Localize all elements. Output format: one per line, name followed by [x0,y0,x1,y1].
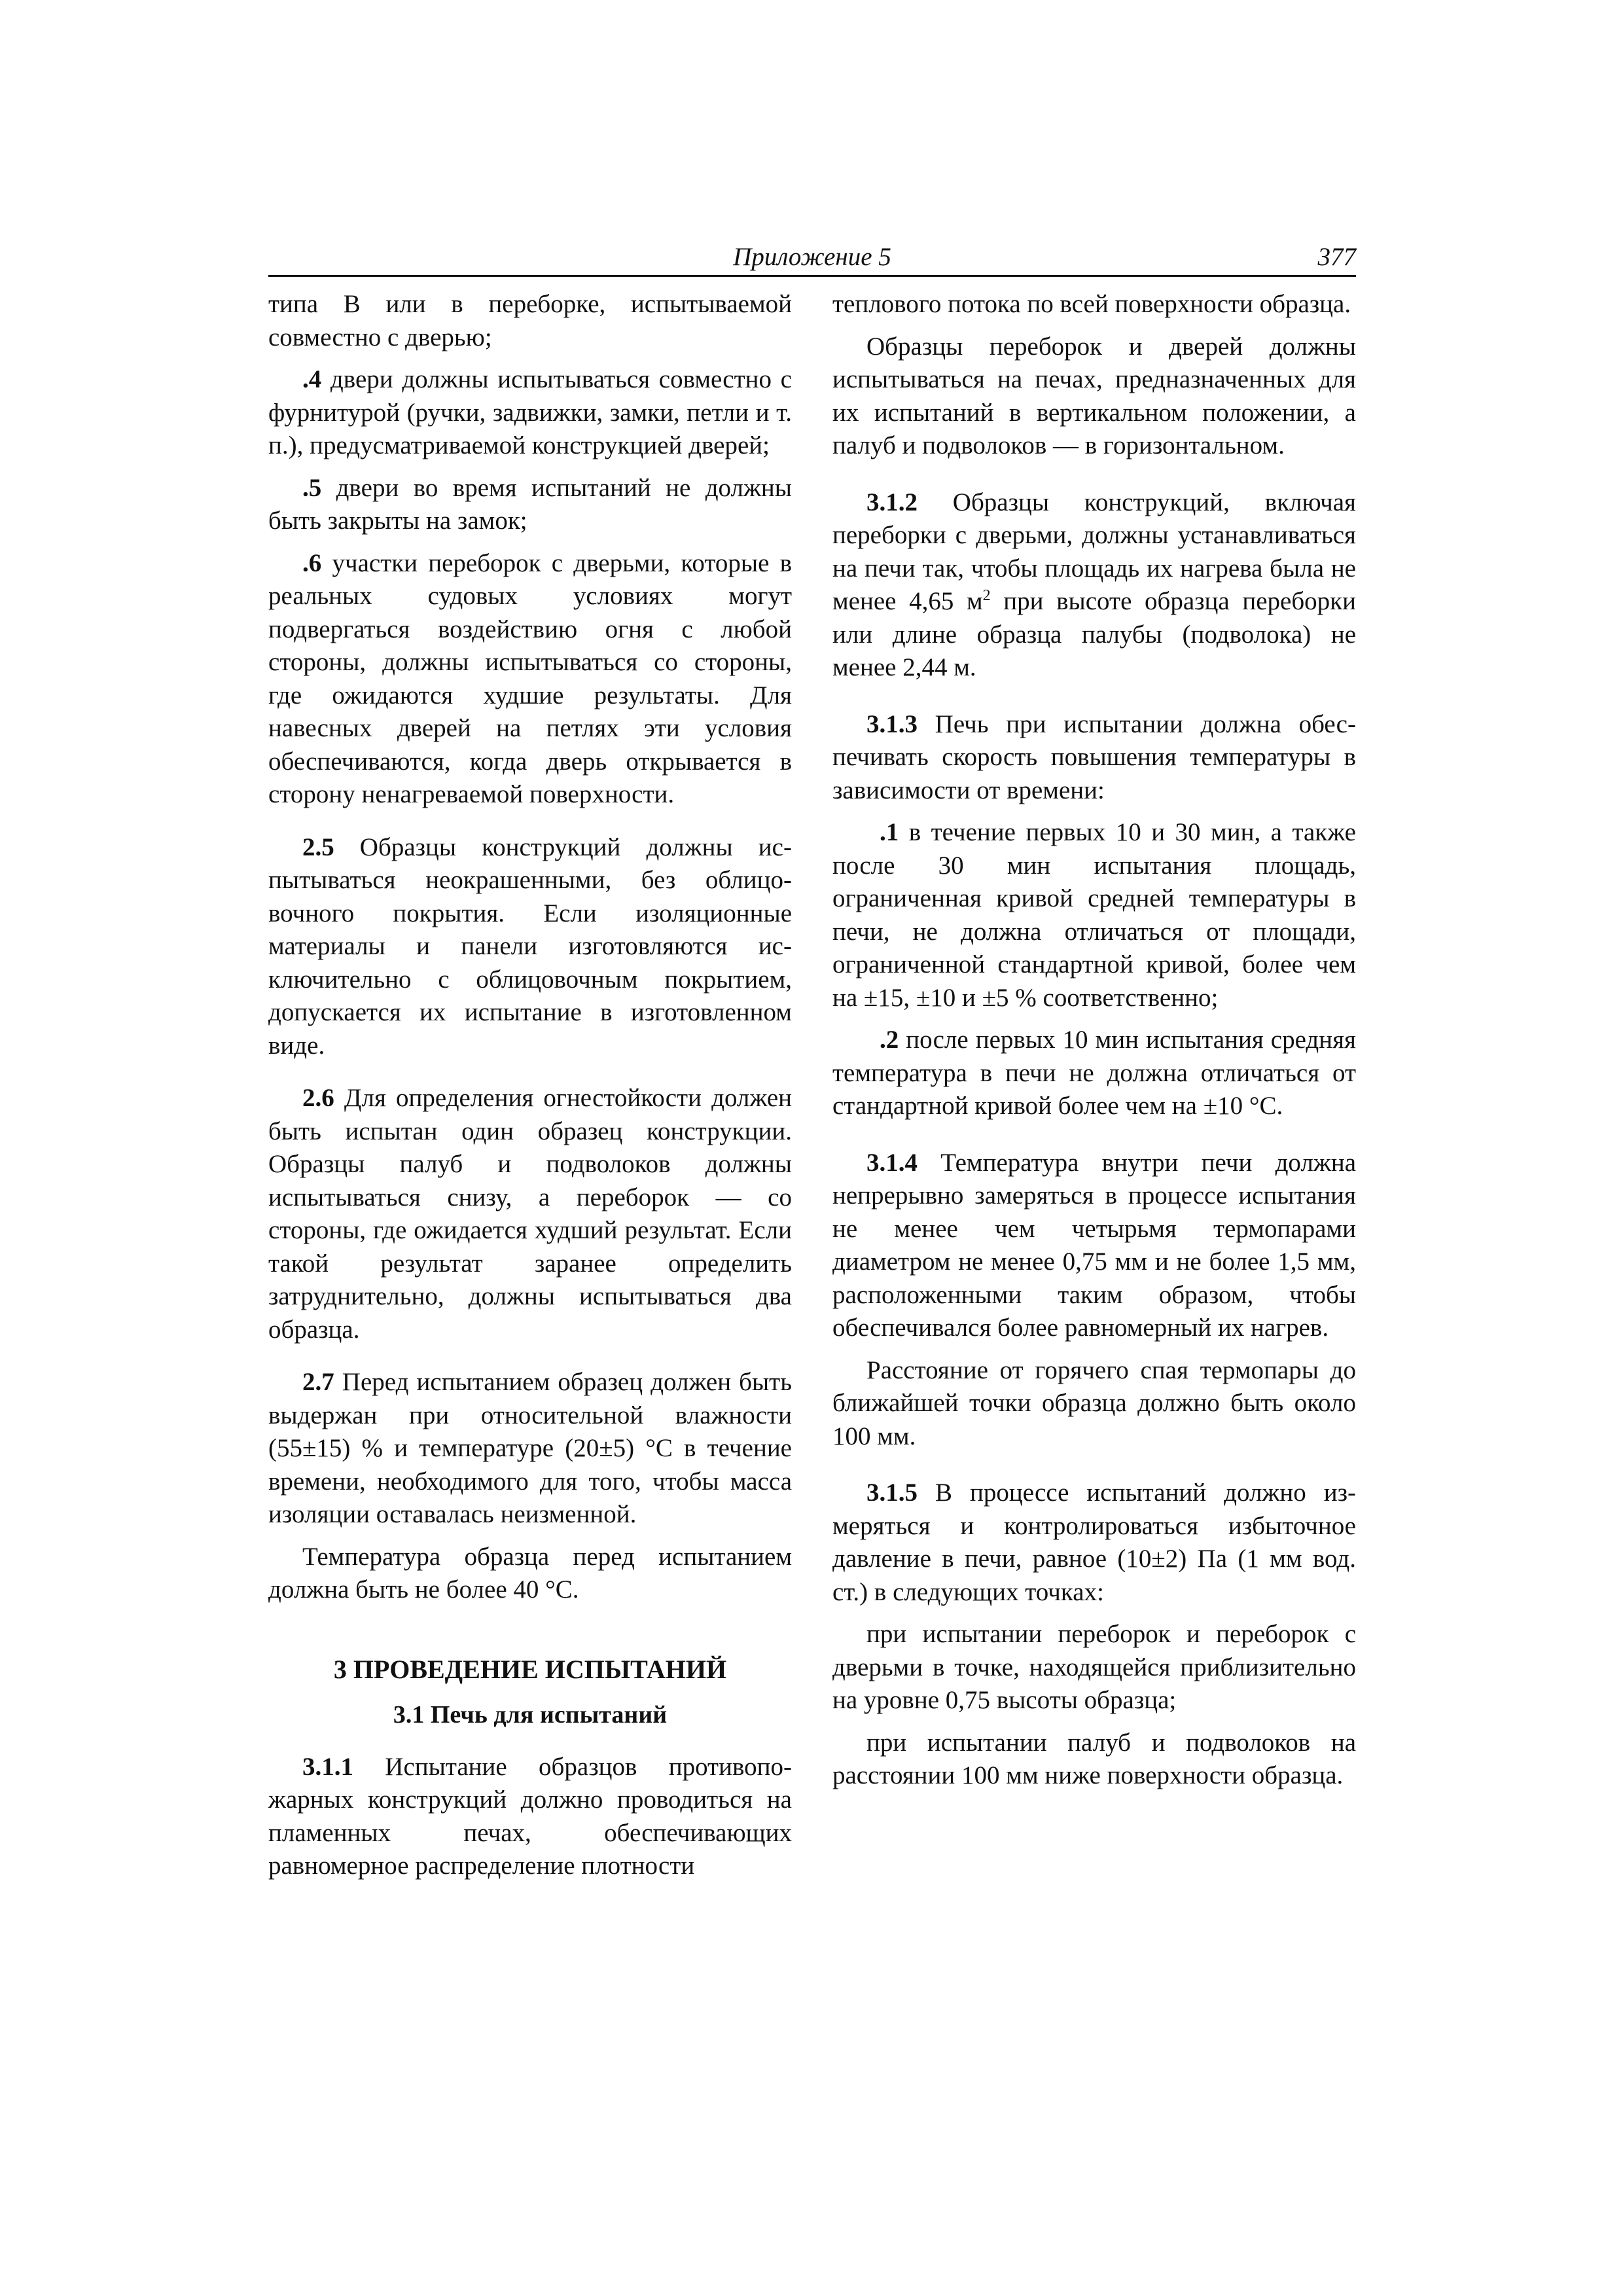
right-column [832,288,1356,1793]
paragraph: Расстояние от горячего спая термопары до ближайшей точки образца должно быть около 100 мм. [832,1355,1356,1450]
paragraph: 3.1.1 Испытание образцов противопожарных конструкций должно проводиться на пламенных печах, обеспечивающих равномерное распределение плотности [268,1752,792,1880]
paragraph: 3.1.2 Образцы конструкций, включая переборки с дверьми, должны устанавливаться на печи так, чтобы площадь их нагрева была не менее 4,65 $м^2$ при высоте образца переборки или длине образца палубы (подволока) не менее 2,44 м. [832,488,1356,681]
paragraph: .1 в течение первых 10 и 30 мин, а также после 30 мин испытания площадь, ограниченная кривой средней температуры в печи, не должна отличаться от площади, ограниченной стандартной кривой, более чем на ±15, ±10 и ±5 % соответственно; [832,818,1356,1012]
paragraph: теплового потока по всей поверхности образца. [832,290,1351,318]
item-number: 3.1.1 [302,1752,353,1781]
paragraph: типа В или в переборке, испытываемой совместно с дверью; [268,290,792,351]
paragraph: Температура образца перед испытанием должна быть не более 40 °С. [268,1542,792,1604]
item-number: 3.1.4 [866,1148,918,1177]
item-number: .2 [880,1026,899,1054]
running-header [268,242,1356,277]
paragraph: при испытании переборок и переборок с дверьми в точке, находящейся приблизительно на уровне 0,75 высоты образца; [832,1620,1356,1714]
paragraph: .5 двери во время испытаний не должны быть закрыты на замок; [268,473,792,535]
left-column [268,288,792,1883]
item-number: 2.7 [302,1368,334,1396]
paragraph: .4 двери должны испытываться совместно с фурнитурой (ручки, задвижки, замки, петли и т. п.), предусматриваемой конструкцией дверей; [268,365,792,459]
header-title: Приложение 5 [733,243,891,271]
paragraph: Образцы переборок и дверей должны испытываться на печах, предназначенных для их испытаний в вертикальном положении, а палуб и подволоков — в горизонтальном. [832,332,1356,459]
paragraph: 3.1.3 Печь при испытании должна обеспечивать скорость повышения температуры в зависимости от времени: [832,709,1356,804]
paragraph: 2.6 Для определения огнестойкости должен быть испытан один образец конструкции. Образцы палуб и подволоков должны испытываться снизу, а переборок — со стороны, где ожидается худший результат. Если такой результат заранее определить затруднительно, должны испытываться два образца. [268,1084,792,1344]
superscript: 2 [982,587,991,604]
item-number: 3.1.5 [866,1479,918,1507]
item-number: .4 [302,365,322,393]
section-heading: 3 ПРОВЕДЕНИЕ ИСПЫТАНИЙ [333,1654,727,1684]
item-number: .6 [302,548,322,577]
paragraph: .2 после первых 10 мин испытания средняя температура в печи не должна отличаться от стандартной кривой более чем на ±10 °С. [832,1026,1356,1120]
paragraph: 2.5 Образцы конструкций должны испытываться неокрашенными, без облицовочного покрытия. Если изоляционные материалы и панели изготовляются исключительно с облицовочным покрытием, допускается их испытание в изготовленном виде. [268,833,792,1060]
subsection-heading: 3.1 Печь для испытаний [393,1700,668,1729]
page-number: 377 [1317,243,1356,271]
item-number: 2.6 [302,1084,334,1112]
paragraph: 3.1.5 В процессе испытаний должно измеряться и контролироваться избыточное давление в печи, равное (10±2) Па (1 мм вод. ст.) в следующих точках: [832,1479,1356,1606]
paragraph: при испытании палуб и подволоков на расстоянии 100 мм ниже поверхности образца. [832,1728,1356,1789]
item-number: 3.1.2 [866,488,918,516]
item-number: .1 [880,818,899,846]
item-number: 2.5 [302,833,334,861]
paragraph: 2.7 Перед испытанием образец должен быть выдержан при относительной влажности (55±15) % и температуре (20±5) °С в течение времени, необходимого для того, чтобы масса изоляции оставалась неизменной. [268,1368,792,1528]
paragraph: 3.1.4 Температура внутри печи должна непрерывно замеряться в процессе испытания не менее чем четырьмя термопарами диаметром не менее 0,75 мм и не более 1,5 мм, расположенными таким образом, чтобы обеспечивался более равномерный их нагрев. [832,1148,1356,1342]
item-number: .5 [302,473,322,502]
item-number: 3.1.3 [866,709,918,738]
paragraph: .6 участки переборок с дверьми, которые в реальных судовых условиях могут подвергаться воздействию огня с любой стороны, должны испытываться со стороны, где ожидаются худшие результаты. Для навесных дверей на петлях эти условия обеспечиваются, когда дверь открывается в сторону ненагреваемой поверхности. [268,548,792,808]
